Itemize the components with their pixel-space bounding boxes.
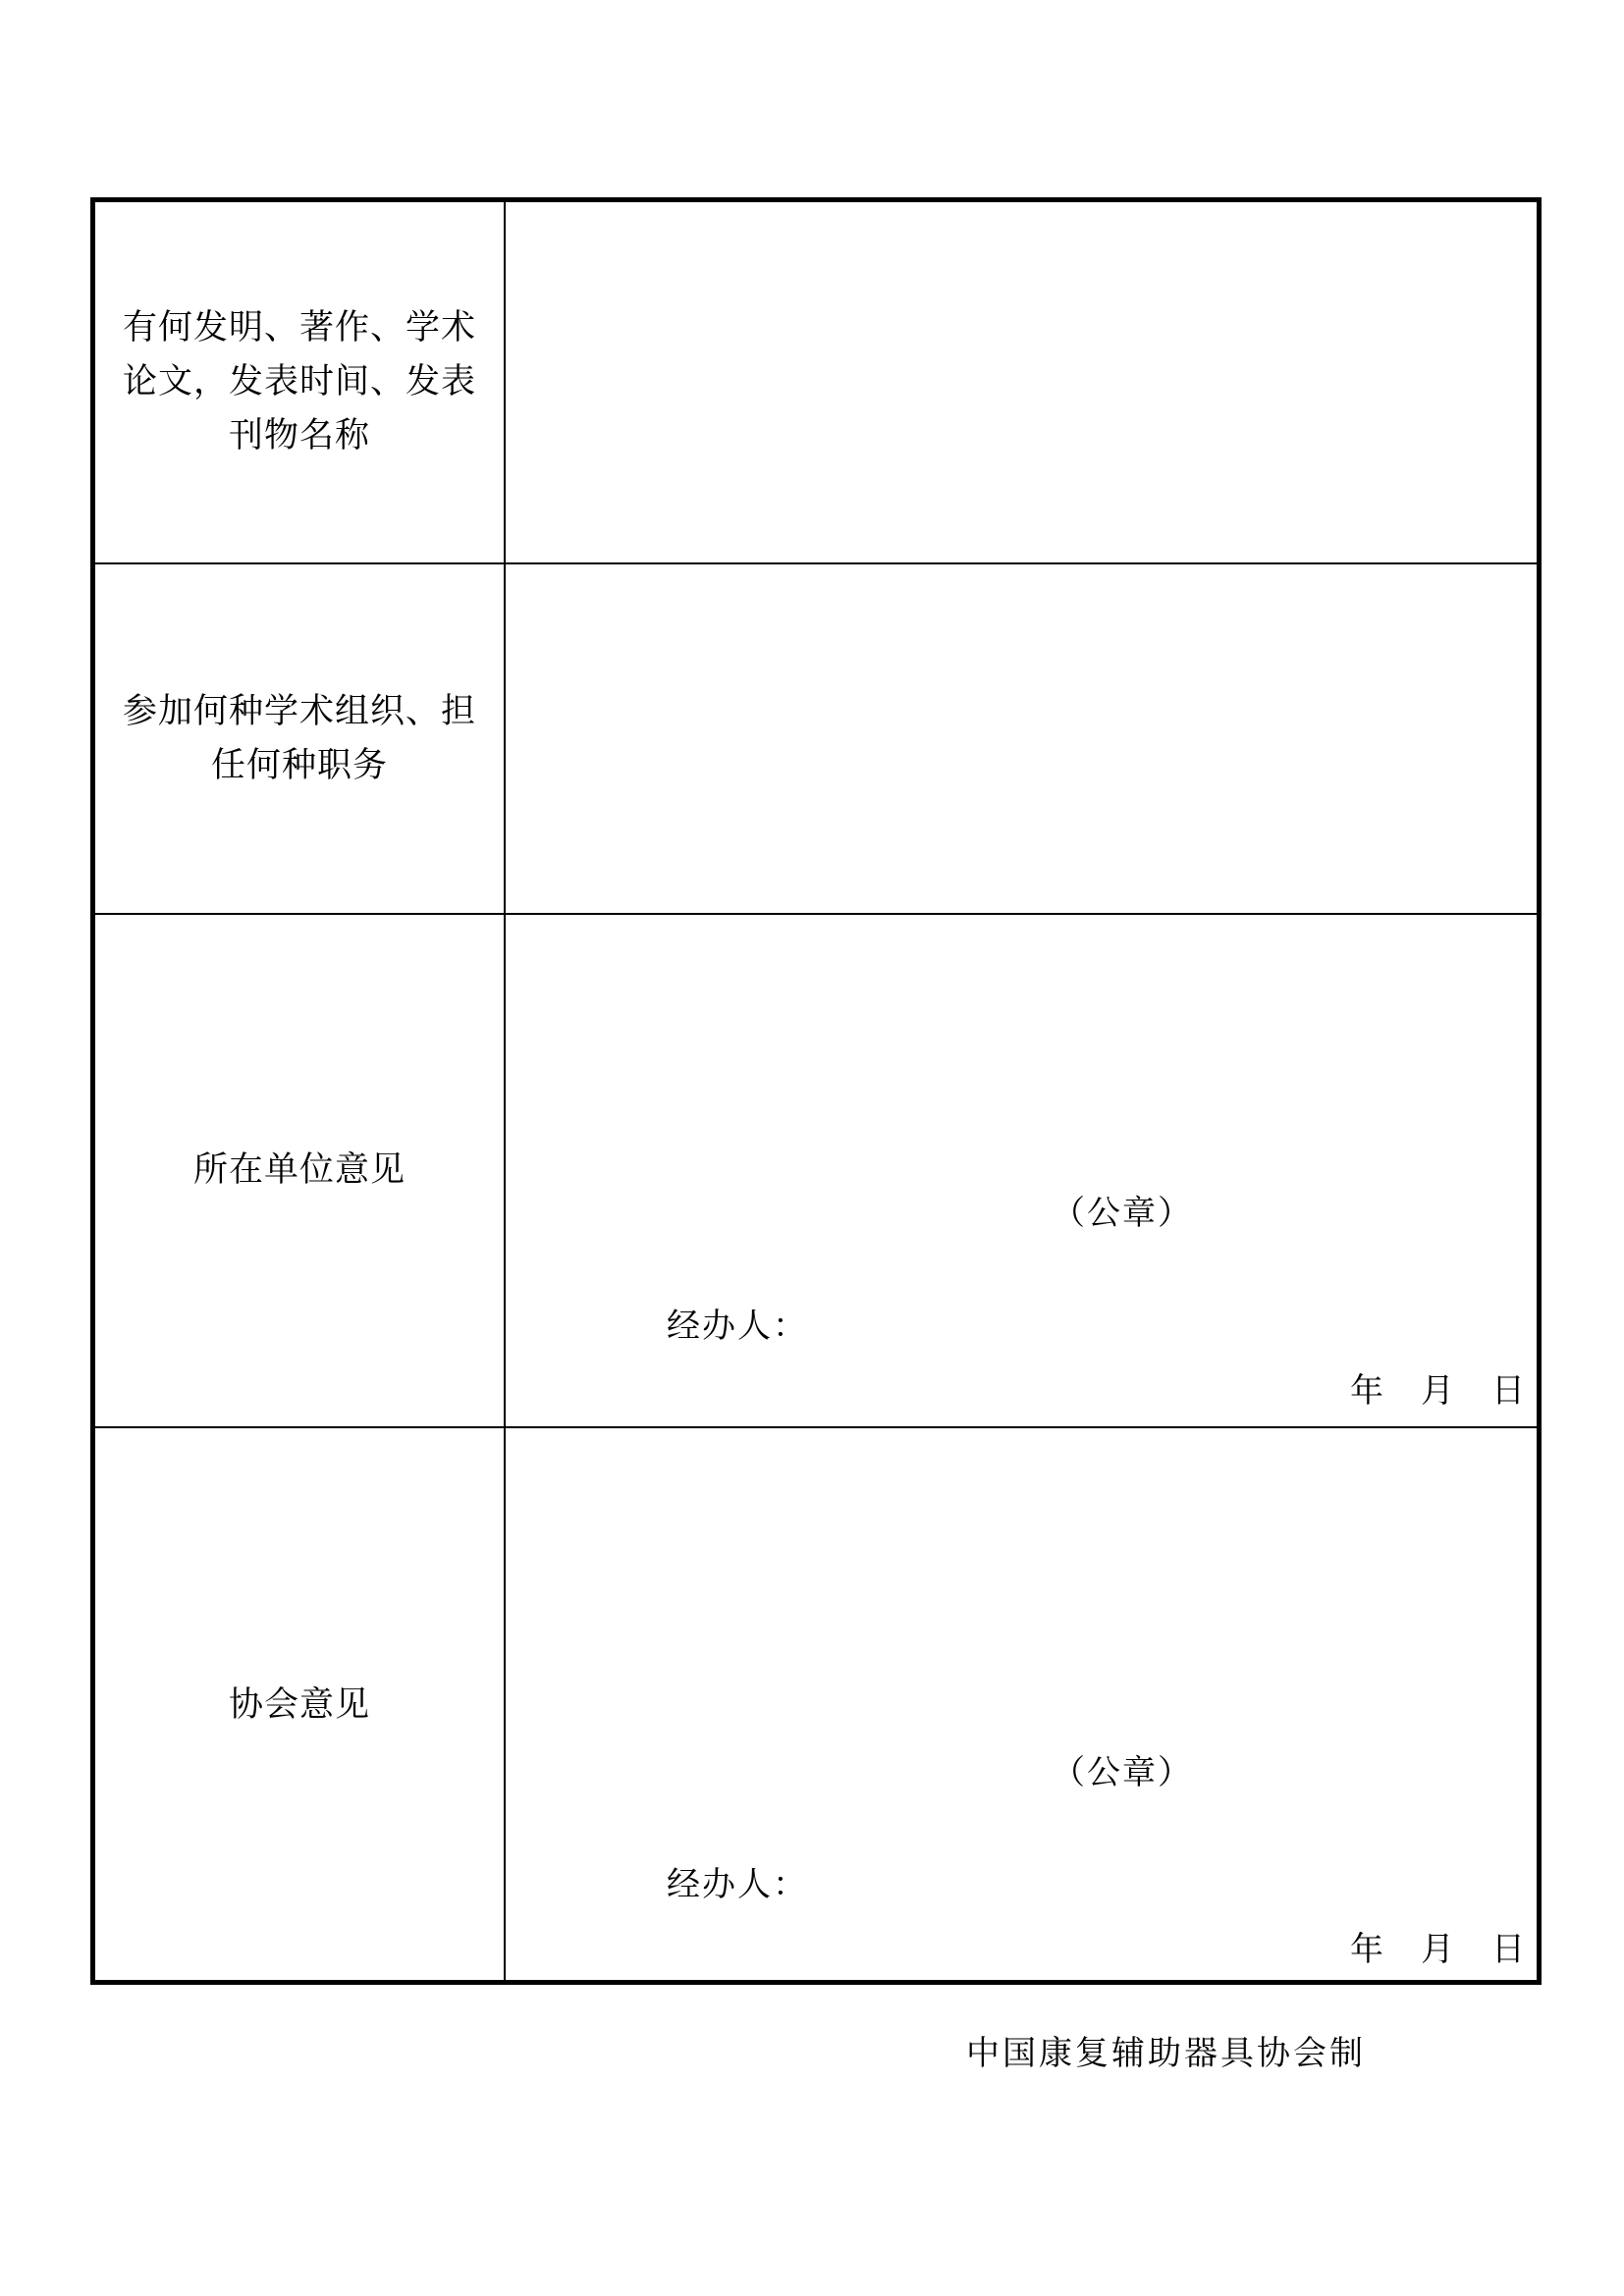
date-year-label: 年 — [1350, 1371, 1383, 1411]
row-association-opinion — [95, 1428, 1537, 1980]
publications-label-cell — [95, 202, 506, 562]
row-publications — [95, 202, 1537, 564]
date-month-label: 月 — [1421, 1371, 1454, 1411]
date-month-label: 月 — [1421, 1930, 1454, 1969]
publications-content-field[interactable] — [506, 202, 1537, 562]
application-form-table — [90, 197, 1542, 1985]
official-seal-placeholder: （公章） — [1052, 1753, 1193, 1792]
label-line: 论文，发表时间、发表 — [122, 362, 476, 401]
handler-label: 经办人： — [667, 1865, 808, 1904]
handler-label: 经办人： — [667, 1307, 808, 1346]
label-line: 任何种职务 — [210, 745, 388, 785]
organizations-content-field[interactable] — [506, 564, 1537, 913]
association-opinion-content-field[interactable] — [506, 1428, 1537, 1980]
date-line — [1350, 1363, 1525, 1412]
date-year-label: 年 — [1350, 1930, 1383, 1969]
label-line: 刊物名称 — [228, 416, 370, 455]
date-line — [1350, 1922, 1525, 1970]
employer-opinion-content-field[interactable] — [506, 915, 1537, 1426]
form-issuer-footer: 中国康复辅助器具协会制 — [966, 2034, 1366, 2073]
publications-label — [107, 301, 492, 463]
employer-opinion-label-cell — [95, 915, 506, 1426]
row-academic-organizations — [95, 564, 1537, 915]
date-day-label: 日 — [1491, 1371, 1525, 1411]
row-employer-opinion — [95, 915, 1537, 1428]
official-seal-placeholder: （公章） — [1052, 1194, 1193, 1233]
association-opinion-label-cell — [95, 1428, 506, 1980]
date-day-label: 日 — [1491, 1930, 1525, 1969]
label-line: 有何发明、著作、学术 — [122, 308, 476, 347]
association-opinion-label: 协会意见 — [228, 1685, 370, 1725]
label-line: 参加何种学术组织、担 — [122, 691, 476, 731]
organizations-label — [107, 685, 492, 793]
organizations-label-cell — [95, 564, 506, 913]
employer-opinion-label: 所在单位意见 — [192, 1150, 406, 1190]
